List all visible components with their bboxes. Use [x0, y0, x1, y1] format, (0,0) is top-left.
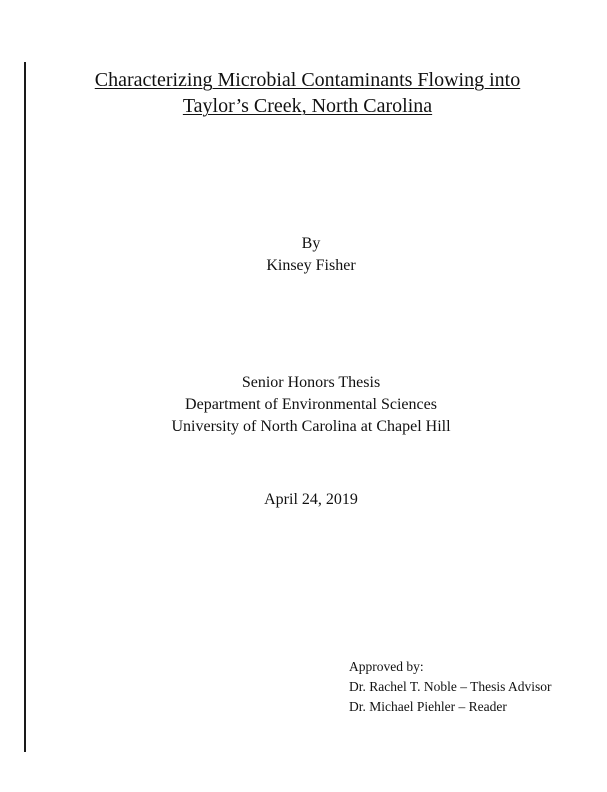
- approval-advisor: Dr. Rachel T. Noble – Thesis Advisor: [349, 679, 552, 694]
- approval-block: [349, 657, 551, 717]
- author-name: Kinsey Fisher: [266, 257, 356, 274]
- thesis-type: Senior Honors Thesis: [241, 374, 381, 391]
- department: Department of Environmental Sciences: [185, 396, 437, 413]
- date-text: April 24, 2019: [264, 491, 358, 508]
- title-line-2: Taylor’s Creek, North Carolina: [182, 95, 433, 117]
- approval-heading: Approved by:: [349, 659, 424, 674]
- byline: [0, 233, 607, 277]
- thesis-info: [0, 372, 607, 438]
- thesis-date: [0, 489, 607, 511]
- title-line-1: Characterizing Microbial Contaminants Flowing into: [94, 69, 521, 91]
- approval-reader: Dr. Michael Piehler – Reader: [349, 699, 507, 714]
- thesis-title: [0, 67, 607, 119]
- by-label: By: [301, 235, 321, 252]
- university: University of North Carolina at Chapel Hill: [171, 418, 451, 435]
